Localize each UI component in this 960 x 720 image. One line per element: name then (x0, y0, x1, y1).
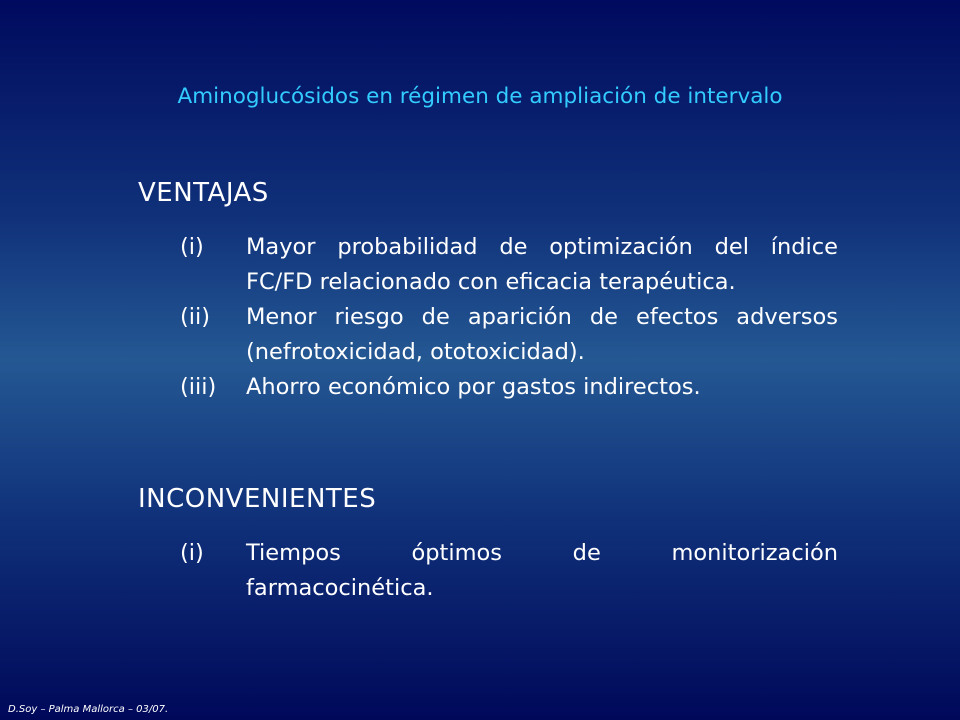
list-item-marker: (i) (180, 540, 204, 566)
list-item (180, 300, 838, 370)
list-item-marker: (i) (180, 234, 204, 260)
inconvenientes-list (180, 536, 838, 606)
list-item-marker: (iii) (180, 374, 217, 400)
list-item-text: Mayor probabilidad de optimización del índice FC/FD relacionado con eficacia terapéutica. (246, 234, 838, 295)
list-item-text: Tiempos óptimos de monitorización farmacocinética. (246, 540, 838, 601)
list-item-text: Ahorro económico por gastos indirectos. (246, 374, 701, 400)
footer-credit: D.Soy – Palma Mallorca – 03/07. (8, 704, 169, 715)
inconvenientes-heading: INCONVENIENTES (138, 484, 377, 514)
list-item-text: Menor riesgo de aparición de efectos adversos (nefrotoxicidad, ototoxicidad). (246, 304, 838, 365)
list-item (180, 370, 838, 405)
list-item (180, 230, 838, 300)
slide-title: Aminoglucósidos en régimen de ampliación de intervalo (177, 84, 783, 109)
list-item (180, 536, 838, 606)
ventajas-list (180, 230, 838, 405)
list-item-marker: (ii) (180, 304, 211, 330)
ventajas-heading: VENTAJAS (138, 178, 269, 208)
